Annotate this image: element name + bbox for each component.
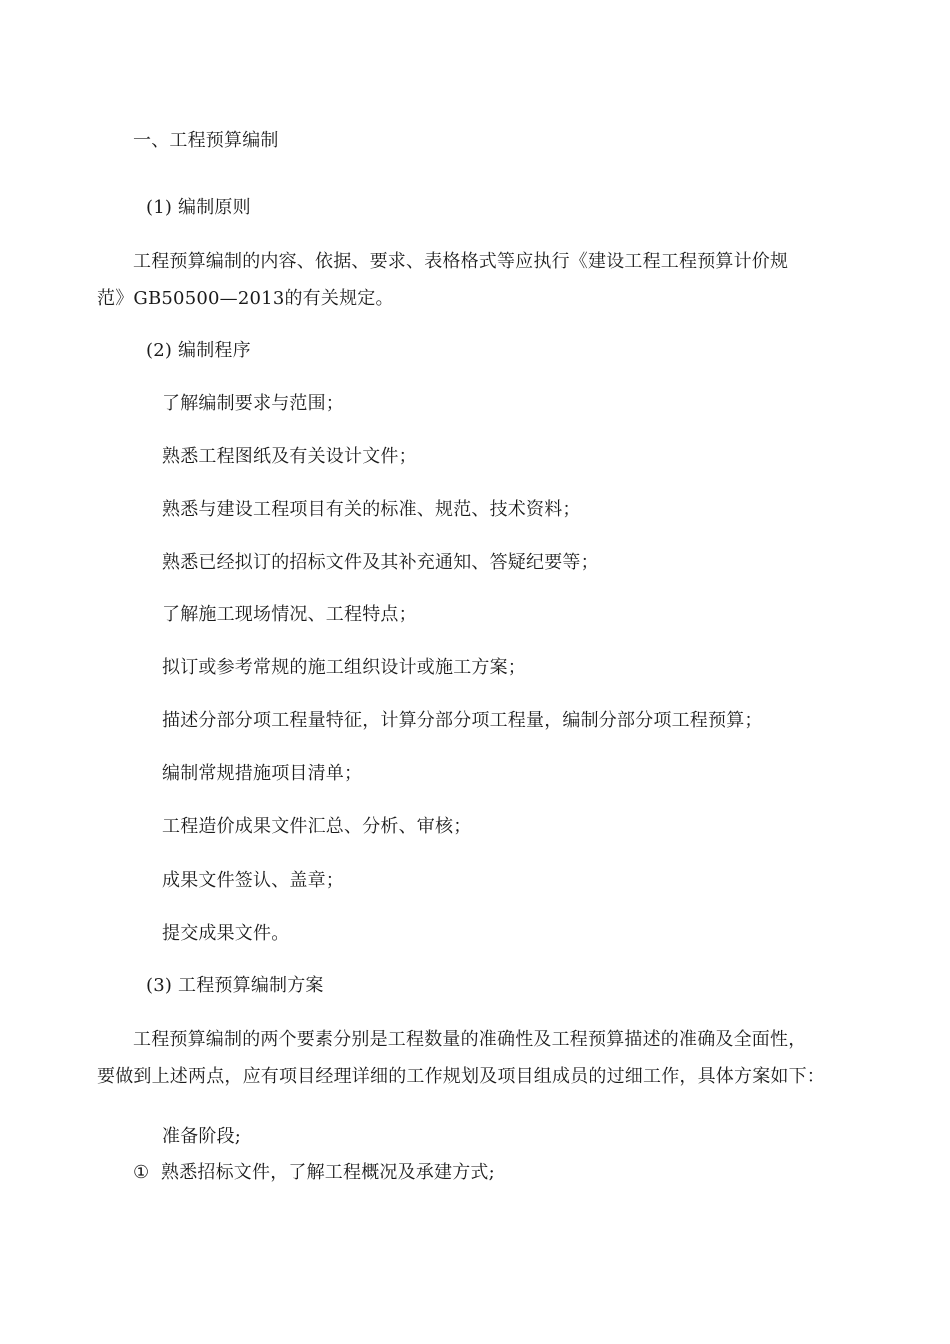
procedure-step: 了解编制要求与范围； xyxy=(162,393,344,414)
section-3-paragraph-line-2: 要做到上述两点，应有项目经理详细的工作规划及项目组成员的过细工作，具体方案如下： xyxy=(97,1066,825,1087)
procedure-step: 提交成果文件。 xyxy=(162,923,290,944)
numbered-item-text: 熟悉招标文件，了解工程概况及承建方式; xyxy=(161,1162,495,1183)
procedure-step: 描述分部分项工程量特征，计算分部分项工程量，编制分部分项工程预算； xyxy=(162,710,763,731)
procedure-step: 熟悉已经拟订的招标文件及其补充通知、答疑纪要等； xyxy=(162,552,599,573)
section-1-title: (1) 编制原则 xyxy=(146,197,251,218)
main-heading: 一、工程预算编制 xyxy=(133,130,279,151)
procedure-step: 拟订或参考常规的施工组织设计或施工方案； xyxy=(162,657,526,678)
procedure-step: 工程造价成果文件汇总、分析、审核； xyxy=(162,816,472,837)
procedure-step: 成果文件签认、盖章； xyxy=(162,870,344,891)
section-3-paragraph-line-1: 工程预算编制的两个要素分别是工程数量的准确性及工程预算描述的准确及全面性， xyxy=(133,1029,807,1050)
procedure-step: 编制常规措施项目清单； xyxy=(162,763,363,784)
procedure-step: 熟悉工程图纸及有关设计文件； xyxy=(162,446,417,467)
procedure-step: 了解施工现场情况、工程特点； xyxy=(162,604,417,625)
section-1-paragraph-line-2: 范》GB50500—2013的有关规定。 xyxy=(97,288,394,309)
section-1-paragraph-line-1: 工程预算编制的内容、依据、要求、表格格式等应执行《建设工程工程预算计价规 xyxy=(133,251,789,272)
preparation-stage-label: 准备阶段; xyxy=(162,1126,242,1147)
circled-number-marker: ① xyxy=(133,1162,150,1183)
procedure-step: 熟悉与建设工程项目有关的标准、规范、技术资料； xyxy=(162,499,581,520)
section-3-title: (3) 工程预算编制方案 xyxy=(146,975,324,996)
numbered-item xyxy=(133,1161,495,1185)
section-2-title: (2) 编制程序 xyxy=(146,340,251,361)
